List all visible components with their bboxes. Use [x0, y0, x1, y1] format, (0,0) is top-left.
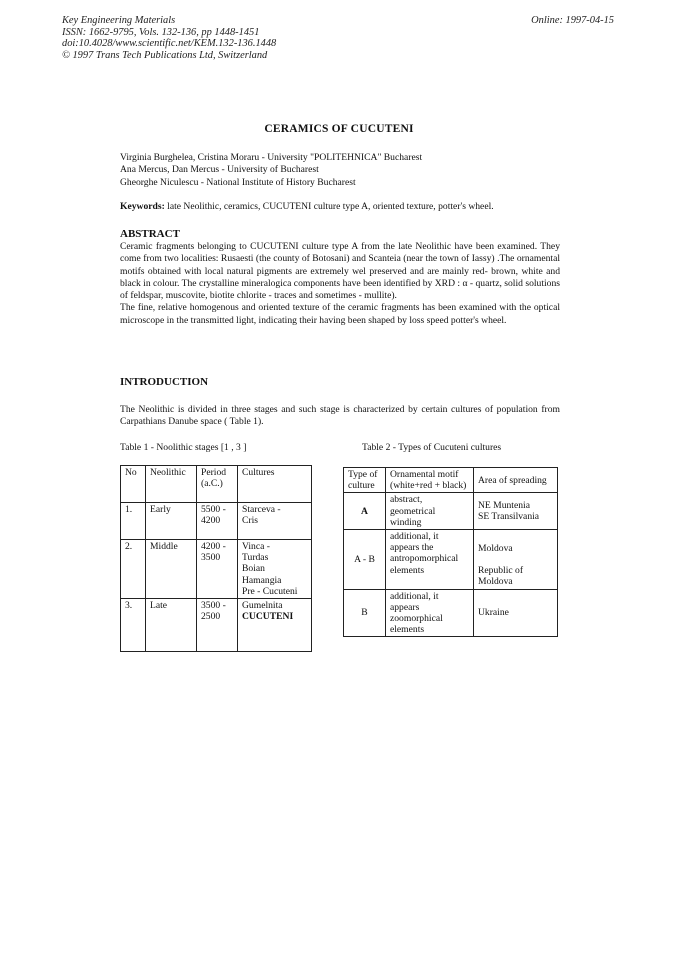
issn-line: ISSN: 1662-9795, Vols. 132-136, pp 1448-1451: [62, 26, 260, 38]
table-row: [121, 503, 312, 540]
cell-stage: Late: [146, 599, 197, 652]
abstract-paragraph: The fine, relative homogenous and oriented texture of the ceramic fragments has been examined with the optical microscope in the transmitted light, indicating their having been shaped by loss speed potter's wheel.: [120, 302, 560, 326]
header-cell: Ornamental motif (white+red + black): [386, 468, 474, 493]
motif-line: antropomorphical: [390, 553, 459, 565]
paper-title: CERAMICS OF CUCUTENI: [264, 123, 414, 135]
area-line: Ukraine: [478, 607, 509, 619]
doi-line[interactable]: doi:10.4028/www.scientific.net/KEM.132-136.1448: [62, 38, 277, 50]
table-row: [344, 589, 558, 637]
period-line: 2500: [201, 611, 221, 623]
table1-caption: Table 1 - Noolithic stages [1 , 3 ]: [120, 442, 247, 453]
table-row: [121, 540, 312, 599]
abstract-paragraph: Ceramic fragments belonging to CUCUTENI culture type A from the late Neolithic have been examined. They come from two localities: Rusaesti (the county of Botosani) and Scanteia (near the town of Iassy) .The ornamental motifs obtained with local natural pigments are extremely wel preserved and are mainly red- brown, white and black in colour. The crystalline mineralogica components have been identified by XRD : α - quartz, solid solutions of feldspar, muscovite, biotite chlorite - traces and sometimes - mullite).: [120, 241, 560, 302]
author-line: Virginia Burghelea, Cristina Moraru - University "POLITEHNICA" Bucharest: [120, 152, 423, 163]
neolithic-stages-table: [120, 465, 312, 652]
cell-motif: [386, 493, 474, 530]
header-cell: Type of culture: [344, 468, 386, 493]
period-line: 5500 -: [201, 504, 226, 515]
copyright-line: © 1997 Trans Tech Publications Ltd, Switzerland: [62, 49, 268, 61]
table-row: [344, 530, 558, 590]
motif-line: appears the: [390, 542, 434, 554]
cell-period: [197, 540, 238, 599]
cell-no: 3.: [121, 599, 146, 652]
cell-type: A: [344, 493, 386, 530]
header-cell: No: [121, 466, 146, 503]
area-line: Moldova: [478, 576, 513, 588]
area-line: Republic of: [478, 565, 524, 577]
cell-no: 2.: [121, 540, 146, 599]
area-line: SE Transilvania: [478, 511, 540, 523]
author-line: Ana Mercus, Dan Mercus - University of Bucharest: [120, 164, 319, 176]
motif-line: elements: [390, 564, 425, 576]
keywords-text: late Neolithic, ceramics, CUCUTENI culture type A, oriented texture, potter's wheel.: [164, 201, 494, 212]
journal-header: [62, 15, 276, 61]
cucuteni-types-table: [343, 467, 558, 637]
culture-line: Gumelnita: [242, 600, 283, 612]
motif-line: winding: [390, 516, 422, 528]
culture-line: Turdas: [242, 552, 269, 564]
table-header-row: [344, 468, 558, 493]
culture-line: Boian: [242, 563, 265, 575]
cell-period: [197, 599, 238, 652]
culture-line: Pre - Cucuteni: [242, 585, 298, 597]
period-line: 4200: [201, 515, 221, 527]
table2-caption: Table 2 - Types of Cucuteni cultures: [362, 442, 502, 453]
header-cell: Period (a.C.): [197, 466, 238, 503]
author-list: [120, 152, 560, 189]
introduction-heading: INTRODUCTION: [120, 376, 209, 388]
area-line: [478, 554, 553, 565]
header-cell: Area of spreading: [474, 468, 558, 493]
period-line: 3500 -: [201, 600, 226, 612]
abstract-body: [120, 241, 560, 327]
cell-no: 1.: [121, 503, 146, 540]
table-row: [121, 599, 312, 652]
motif-line: appears: [390, 601, 420, 613]
cell-cultures: [238, 540, 312, 599]
cell-area: [474, 530, 558, 590]
cell-cultures: [238, 599, 312, 652]
culture-line: Vinca -: [242, 541, 270, 552]
keywords-label: Keywords:: [120, 201, 165, 212]
motif-line: abstract,: [390, 494, 423, 506]
motif-line: geometrical: [390, 505, 436, 517]
abstract-heading: ABSTRACT: [120, 228, 180, 240]
period-line: 3500: [201, 552, 221, 564]
header-cell: Neolithic: [146, 466, 197, 503]
area-line: NE Muntenia: [478, 500, 530, 511]
culture-line: Hamangia: [242, 574, 282, 586]
motif-line: additional, it: [390, 590, 439, 602]
cell-period: [197, 503, 238, 540]
cell-stage: Early: [146, 503, 197, 540]
online-date: Online: 1997-04-15: [531, 15, 614, 26]
culture-line: Starceva -: [242, 504, 281, 515]
cell-motif: [386, 530, 474, 590]
motif-line: additional, it: [390, 531, 439, 543]
cell-cultures: [238, 503, 312, 540]
keywords: [120, 201, 560, 213]
cell-area: [474, 589, 558, 637]
motif-line: elements: [390, 624, 425, 636]
culture-line: CUCUTENI: [242, 611, 294, 623]
area-line: Moldova: [478, 543, 513, 555]
header-cell: Cultures: [238, 466, 312, 503]
introduction-text: The Neolithic is divided in three stages and such stage is characterized by certain cultures of population from Carpathians Danube space ( Table 1).: [120, 404, 560, 428]
culture-line: Cris: [242, 515, 258, 527]
author-line: Gheorghe Niculescu - National Institute of History Bucharest: [120, 176, 356, 188]
cell-type: B: [344, 589, 386, 637]
cell-type: A - B: [344, 530, 386, 590]
table-row: [344, 493, 558, 530]
journal-name: Key Engineering Materials: [62, 15, 176, 26]
cell-stage: Middle: [146, 540, 197, 599]
cell-motif: [386, 589, 474, 637]
period-line: 4200 -: [201, 541, 226, 552]
table-header-row: [121, 466, 312, 503]
motif-line: zoomorphical: [390, 613, 443, 625]
cell-area: [474, 493, 558, 530]
